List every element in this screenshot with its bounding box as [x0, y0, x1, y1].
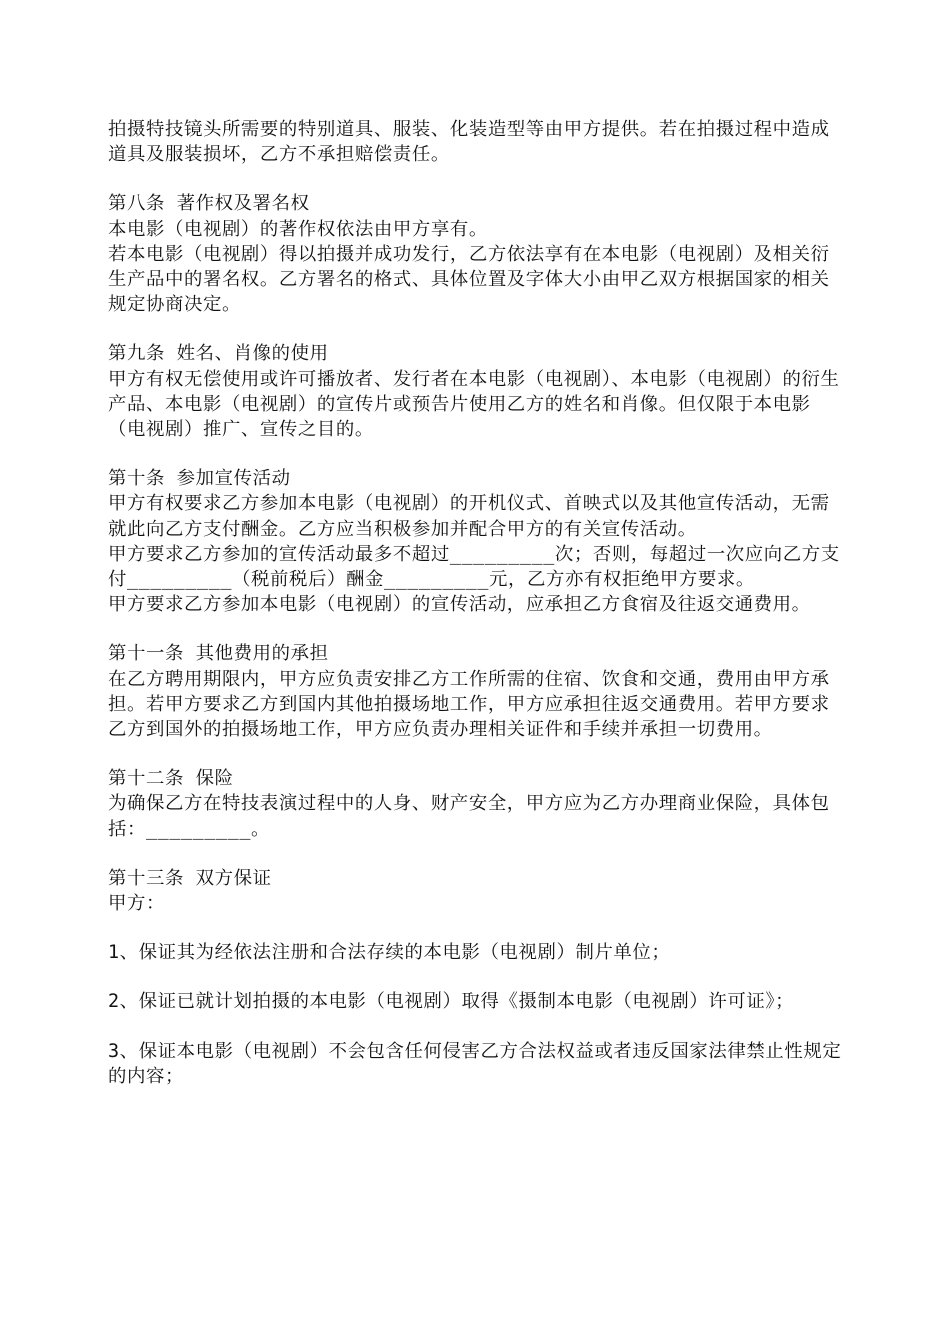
heading-article-8: 第八条 著作权及署名权	[108, 193, 310, 215]
paragraph-props-costumes: 拍摄特技镜头所需要的特别道具、服装、化装造型等由甲方提供。若在拍摄过程中造成道具及服装损坏，乙方不承担赔偿责任。	[108, 119, 830, 166]
paragraph-copyright: 本电影（电视剧）的著作权依法由甲方享有。	[108, 218, 488, 240]
list-item-guarantee-1: 1、保证其为经依法注册和合法存续的本电影（电视剧）制片单位；	[108, 942, 671, 964]
paragraph-party-a: 甲方：	[108, 893, 165, 915]
document-page	[108, 117, 842, 1089]
heading-article-13: 第十三条 双方保证	[108, 867, 272, 889]
paragraph-attribution: 若本电影（电视剧）得以拍摄并成功发行，乙方依法享有在本电影（电视剧）及相关衍生产品中的署名权。乙方署名的格式、具体位置及字体大小由甲乙双方根据国家的相关规定协商决定。	[108, 243, 830, 316]
heading-article-12: 第十二条 保险	[108, 768, 234, 790]
paragraph-gap	[108, 965, 842, 989]
paragraph-gap	[108, 617, 842, 641]
paragraph-name-portrait: 甲方有权无偿使用或许可播放者、发行者在本电影（电视剧）、本电影（电视剧）的衍生产品、本电影（电视剧）的宣传片或预告片使用乙方的姓名和肖像。但仅限于本电影（电视剧）推广、宣传之目的。	[108, 368, 840, 441]
list-item-guarantee-3: 3、保证本电影（电视剧）不会包含任何侵害乙方合法权益或者违反国家法律禁止性规定的内容；	[108, 1040, 842, 1087]
paragraph-promotion-2: 甲方要求乙方参加的宣传活动最多不超过_________次；否则，每超过一次应向乙方支付_________（税前税后）酬金_________元，乙方亦有权拒绝甲方要求。	[108, 543, 840, 591]
paragraph-gap	[108, 1015, 842, 1039]
paragraph-insurance: 为确保乙方在特技表演过程中的人身、财产安全，甲方应为乙方办理商业保险，具体包括：_________。	[108, 793, 830, 840]
paragraph-gap	[108, 916, 842, 940]
heading-article-11: 第十一条 其他费用的承担	[108, 643, 329, 665]
paragraph-gap	[108, 167, 842, 191]
paragraph-other-costs: 在乙方聘用期限内，甲方应负责安排乙方工作所需的住宿、饮食和交通，费用由甲方承担。若甲方要求乙方到国内其他拍摄场地工作，甲方应承担往返交通费用。若甲方要求乙方到国外的拍摄场地工作，甲方应负责办理相关证件和手续并承担一切费用。	[108, 668, 830, 741]
heading-article-10: 第十条 参加宣传活动	[108, 468, 291, 490]
list-item-guarantee-2: 2、保证已就计划拍摄的本电影（电视剧）取得《摄制本电影（电视剧）许可证》；	[108, 991, 795, 1013]
heading-article-9: 第九条 姓名、肖像的使用	[108, 343, 329, 365]
paragraph-promotion-3: 甲方要求乙方参加本电影（电视剧）的宣传活动，应承担乙方食宿及往返交通费用。	[108, 594, 811, 616]
paragraph-gap	[108, 442, 842, 466]
paragraph-gap	[108, 742, 842, 766]
paragraph-gap	[108, 842, 842, 866]
paragraph-promotion-1: 甲方有权要求乙方参加本电影（电视剧）的开机仪式、首映式以及其他宣传活动，无需就此向乙方支付酬金。乙方应当积极参加并配合甲方的有关宣传活动。	[108, 493, 830, 540]
paragraph-gap	[108, 317, 842, 341]
